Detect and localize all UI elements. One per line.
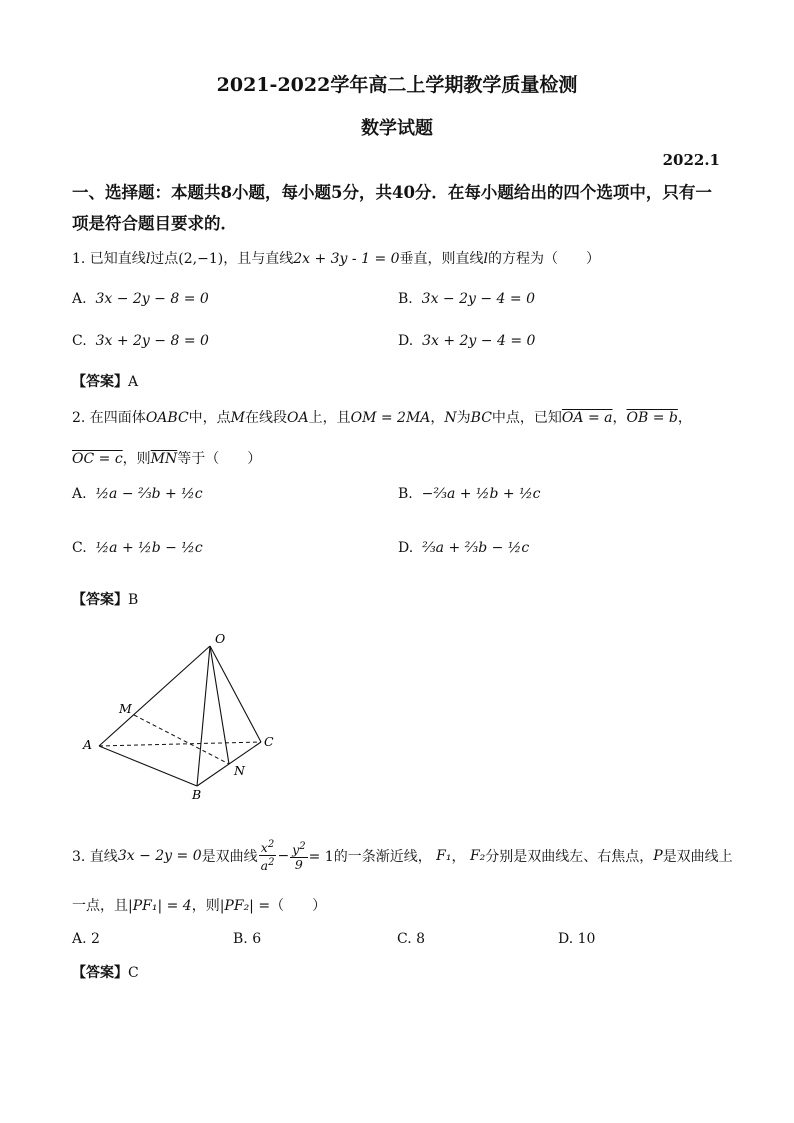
q2-option-b-text: −⅔a + ½b + ½c <box>421 486 541 502</box>
q2-option-b[interactable] <box>398 486 541 502</box>
q3-option-c[interactable] <box>397 931 425 947</box>
q3-option-a[interactable] <box>72 931 100 947</box>
q1-option-d[interactable] <box>398 333 535 349</box>
q2-option-c-text: ½a + ½b − ½c <box>95 540 203 556</box>
q1-option-b-text: 3x − 2y − 4 = 0 <box>421 291 535 307</box>
q2-m: M <box>230 410 246 426</box>
q2-option-c-label: C. <box>72 540 87 556</box>
q2-option-c[interactable] <box>72 540 203 556</box>
q3-text-d: 分别是双曲线左、右焦点， <box>485 848 654 865</box>
question-3-stem-line2 <box>72 895 326 915</box>
q3-answer-value: C <box>128 965 139 981</box>
q3-option-d-label: D. <box>558 931 574 947</box>
q2-text-d: 上，且 <box>308 410 351 426</box>
q1-option-a-text: 3x − 2y − 8 = 0 <box>95 291 209 307</box>
q1-text-d: 垂直，则直线 <box>399 251 484 267</box>
q2-oabc: OABC <box>145 410 189 426</box>
edge-ob <box>197 646 210 786</box>
q1-answer-value: A <box>128 374 139 390</box>
q1-option-b[interactable] <box>398 291 535 307</box>
q3-f1: F₁ <box>436 847 452 864</box>
q3-option-d[interactable] <box>558 931 595 947</box>
q3-text-h: （ ） <box>270 898 327 914</box>
q1-answer <box>72 371 138 391</box>
q3-option-a-label: A. <box>72 931 87 947</box>
q2-text-c: 在线段 <box>245 410 288 426</box>
q2-bc: BC <box>470 410 492 426</box>
question-2-stem-line1 <box>72 407 692 427</box>
q2-option-a[interactable] <box>72 486 203 502</box>
q2-text-a: 2. 在四面体 <box>72 410 146 426</box>
q2-text-e: ， <box>430 410 445 426</box>
q2-vector-oa: OA = a <box>561 410 613 426</box>
q3-pf1: |PF₁| = 4 <box>128 898 192 914</box>
label-n: N <box>234 763 245 778</box>
q2-sep-1: ， <box>612 410 627 426</box>
q1-option-d-label: D. <box>398 333 414 349</box>
q3-text-b: 是双曲线 <box>201 848 258 865</box>
q2-n: N <box>444 410 457 426</box>
q1-var-l-2: l <box>483 251 489 267</box>
q3-option-b-label: B. <box>233 931 248 947</box>
q3-answer-tag: 【答案】 <box>72 965 128 981</box>
q2-option-b-label: B. <box>398 486 413 502</box>
q3-text-f: 一点，且 <box>72 898 128 914</box>
q3-text-c: = 1的一条渐近线， <box>308 848 432 865</box>
document-title: 2021-2022学年高二上学期教学质量检测 <box>216 74 578 96</box>
question-2-stem-line2 <box>72 448 261 468</box>
q3-fraction-y: $\frac{y^2}{9}$ <box>292 840 306 872</box>
document-date: 2022.1 <box>662 151 720 169</box>
q2-om-equation: OM = 2MA <box>350 410 431 426</box>
q2-text-h: ，则 <box>122 451 151 467</box>
label-o: O <box>215 631 226 646</box>
q2-option-d-text: ⅔a + ⅔b − ½c <box>422 540 530 556</box>
q2-text-b: 中，点 <box>188 410 231 426</box>
q1-line-equation: 2x + 3y - 1 = 0 <box>293 251 400 267</box>
question-3-stem-line1: 3. 直线 3x − 2y = 0 是双曲线 $\frac{x^2}{a^2}$ − $\frac{y^2}{9}$ = 1的一条渐近线， F₁ ， F₂ 分别是双曲线左、右焦点， P 是双曲线上 <box>72 839 733 874</box>
label-a: A <box>83 737 93 752</box>
q2-vector-ob: OB = b <box>626 410 678 426</box>
q1-text-e: 的方程为（ ） <box>488 251 601 267</box>
q1-text-b: 过点 <box>150 251 179 267</box>
q3-text-g: ，则 <box>191 898 220 914</box>
segment-mn-hidden <box>134 715 229 764</box>
q1-text-a: 1. 已知直线 <box>72 251 146 267</box>
q1-option-b-label: B. <box>398 291 413 307</box>
q1-var-l: l <box>145 251 151 267</box>
q1-option-c[interactable] <box>72 333 209 349</box>
q2-option-d-label: D. <box>398 540 414 556</box>
q2-option-a-label: A. <box>72 486 87 502</box>
q1-option-c-text: 3x + 2y − 8 = 0 <box>95 333 209 349</box>
q2-vector-oc: OC = c <box>72 451 123 467</box>
label-c: C <box>264 734 274 749</box>
q3-pf2: |PF₂| = <box>219 898 271 914</box>
label-b: B <box>192 787 202 802</box>
label-m: M <box>119 701 132 716</box>
q3-fraction-x: $\frac{x^2}{a^2}$ <box>260 839 275 874</box>
document-subtitle: 数学试题 <box>361 118 433 139</box>
q1-option-a[interactable] <box>72 291 209 307</box>
q3-line-equation: 3x − 2y = 0 <box>117 847 202 864</box>
q1-option-a-label: A. <box>72 291 87 307</box>
q3-sep: ， <box>451 848 466 865</box>
q1-option-c-label: C. <box>72 333 87 349</box>
q2-text-i: 等于（ ） <box>177 451 262 467</box>
q3-option-c-label: C. <box>397 931 412 947</box>
q3-option-b-text: 6 <box>252 931 262 947</box>
q2-sep-2: ， <box>677 410 692 426</box>
question-1-stem <box>72 248 600 268</box>
q2-vector-mn: $\overline{MN}$ <box>150 451 178 467</box>
q3-p: P <box>653 847 663 864</box>
q1-text-c: ，且与直线 <box>223 251 294 267</box>
q1-answer-tag: 【答案】 <box>72 374 128 390</box>
q1-option-d-text: 3x + 2y − 4 = 0 <box>422 333 536 349</box>
edge-oa <box>99 646 210 746</box>
edge-ac-hidden <box>99 742 261 746</box>
q2-answer-tag: 【答案】 <box>72 592 128 608</box>
q3-answer <box>72 962 139 982</box>
q2-text-f: 为 <box>456 410 471 426</box>
edge-ab <box>99 746 197 786</box>
q1-point: (2,−1) <box>178 251 224 267</box>
q3-option-c-text: 8 <box>416 931 426 947</box>
q3-option-d-text: 10 <box>577 931 596 947</box>
q2-option-d[interactable] <box>398 540 529 556</box>
q2-answer-value: B <box>128 592 139 608</box>
tetrahedron-figure <box>72 624 292 804</box>
q3-text-e: 是双曲线上 <box>662 848 733 865</box>
q3-option-b[interactable] <box>233 931 261 947</box>
q2-answer <box>72 589 138 609</box>
q2-text-g: 中点，已知 <box>491 410 562 426</box>
q3-f2: F₂ <box>469 847 486 864</box>
q3-option-a-text: 2 <box>91 931 100 947</box>
q3-text-a: 3. 直线 <box>72 848 118 865</box>
q2-option-a-text: ½a − ⅔b + ½c <box>95 486 203 502</box>
section-heading: 一、选择题：本题共8小题，每小题5分，共40分．在每小题给出的四个选项中，只有一项是符合题目要求的． <box>72 183 712 233</box>
q2-oa: OA <box>287 410 309 426</box>
